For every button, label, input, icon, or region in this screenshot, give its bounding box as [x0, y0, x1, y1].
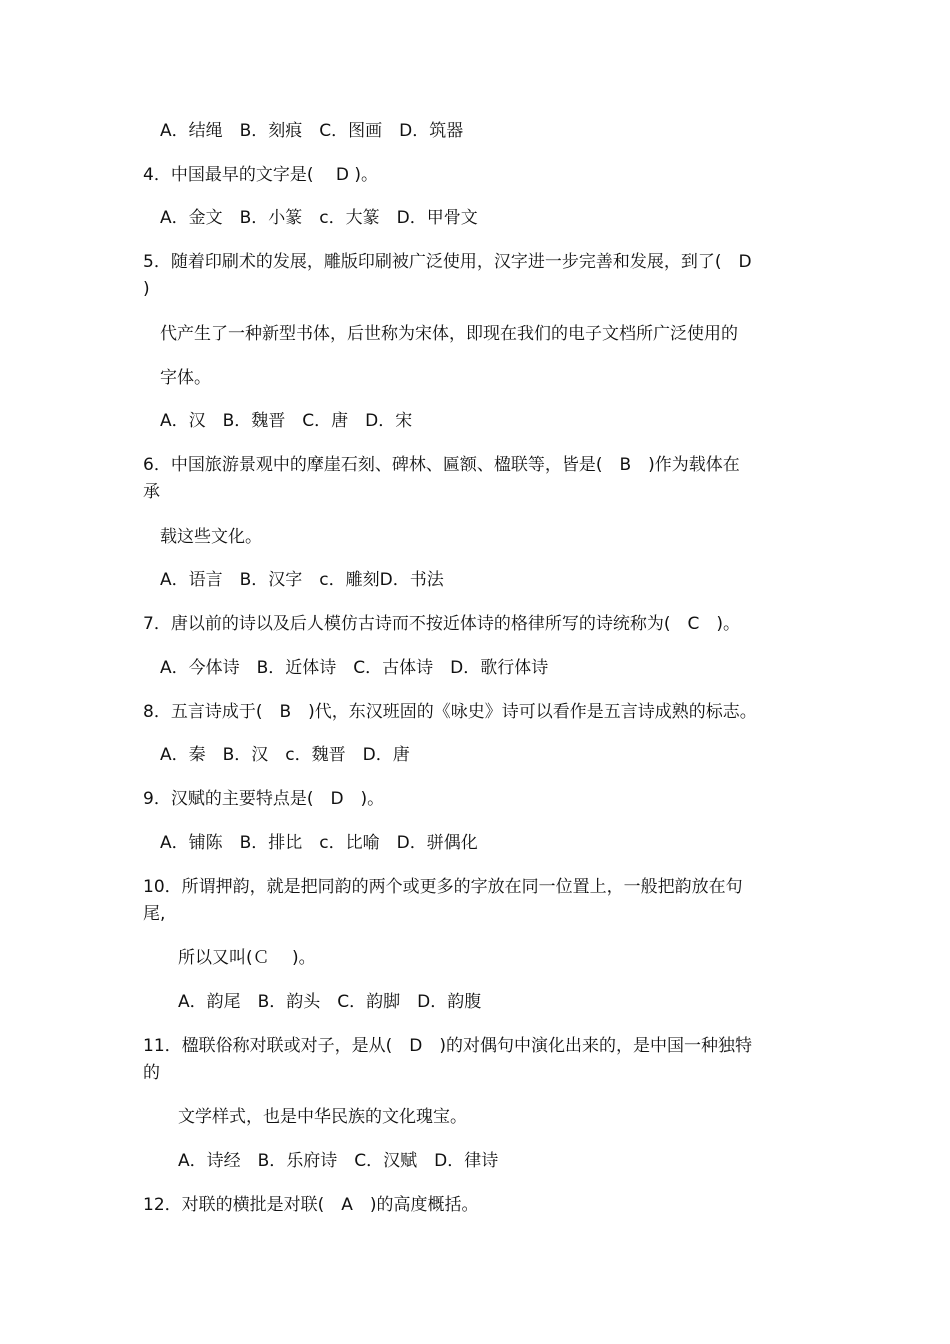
q7-stem: 7．唐以前的诗以及后人模仿古诗而不按近体诗的格律所写的诗统称为( C )。: [143, 614, 740, 634]
q6-stem-line-2: 承: [143, 482, 160, 502]
q5-stem-line-3: 代产生了一种新型书体，后世称为宋体，即现在我们的电子文档所广泛使用的: [160, 324, 738, 344]
q5-stem-line-4: 字体。: [160, 368, 211, 388]
q8-stem: 8．五言诗成于( B )代，东汉班固的《咏史》诗可以看作是五言诗成熟的标志。: [143, 702, 757, 722]
q9-stem: 9．汉赋的主要特点是( D )。: [143, 789, 385, 809]
q10-stem-line-1: 10．所谓押韵，就是把同韵的两个或更多的字放在同一位置上，一般把韵放在句: [143, 877, 743, 897]
q5-options: A．汉 B．魏晋 C．唐 D．宋: [160, 411, 413, 431]
q10-stem-line-2: 尾,: [143, 904, 166, 924]
q10-stem-line-3: 所以又叫(Ｃ )。: [178, 948, 316, 968]
q9-options: A．铺陈 B．排比 c．比喻 D．骈偶化: [160, 833, 478, 853]
q11-options: A．诗经 B．乐府诗 C．汉赋 D．律诗: [178, 1151, 499, 1171]
q12-stem: 12．对联的横批是对联( A )的高度概括。: [143, 1195, 479, 1215]
q7-options: A．今体诗 B．近体诗 C．古体诗 D．歌行体诗: [160, 658, 549, 678]
q11-stem-line-3: 文学样式，也是中华民族的文化瑰宝。: [178, 1107, 467, 1127]
q6-options: A．语言 B．汉字 c．雕刻D．书法: [160, 570, 444, 590]
q8-options: A．秦 B．汉 c．魏晋 D．唐: [160, 745, 410, 765]
q6-stem-line-3: 载这些文化。: [160, 527, 262, 547]
q11-stem-line-2: 的: [143, 1063, 160, 1083]
q4-stem: 4．中国最早的文字是( D )。: [143, 165, 378, 185]
q3-options: A．结绳 B．刻痕 C．图画 D．筑器: [160, 121, 464, 141]
q5-stem-line-2: ): [143, 279, 150, 299]
q10-options: A．韵尾 B．韵头 C．韵脚 D．韵腹: [178, 992, 482, 1012]
q11-stem-line-1: 11．楹联俗称对联或对子，是从( D )的对偶句中演化出来的，是中国一种独特: [143, 1036, 752, 1056]
q5-stem-line-1: 5．随着印刷术的发展，雕版印刷被广泛使用，汉字进一步完善和发展，到了( D: [143, 252, 752, 272]
q4-options: A．金文 B．小篆 c．大篆 D．甲骨文: [160, 208, 478, 228]
q6-stem-line-1: 6．中国旅游景观中的摩崖石刻、碑林、匾额、楹联等，皆是( B )作为载体在: [143, 455, 740, 475]
